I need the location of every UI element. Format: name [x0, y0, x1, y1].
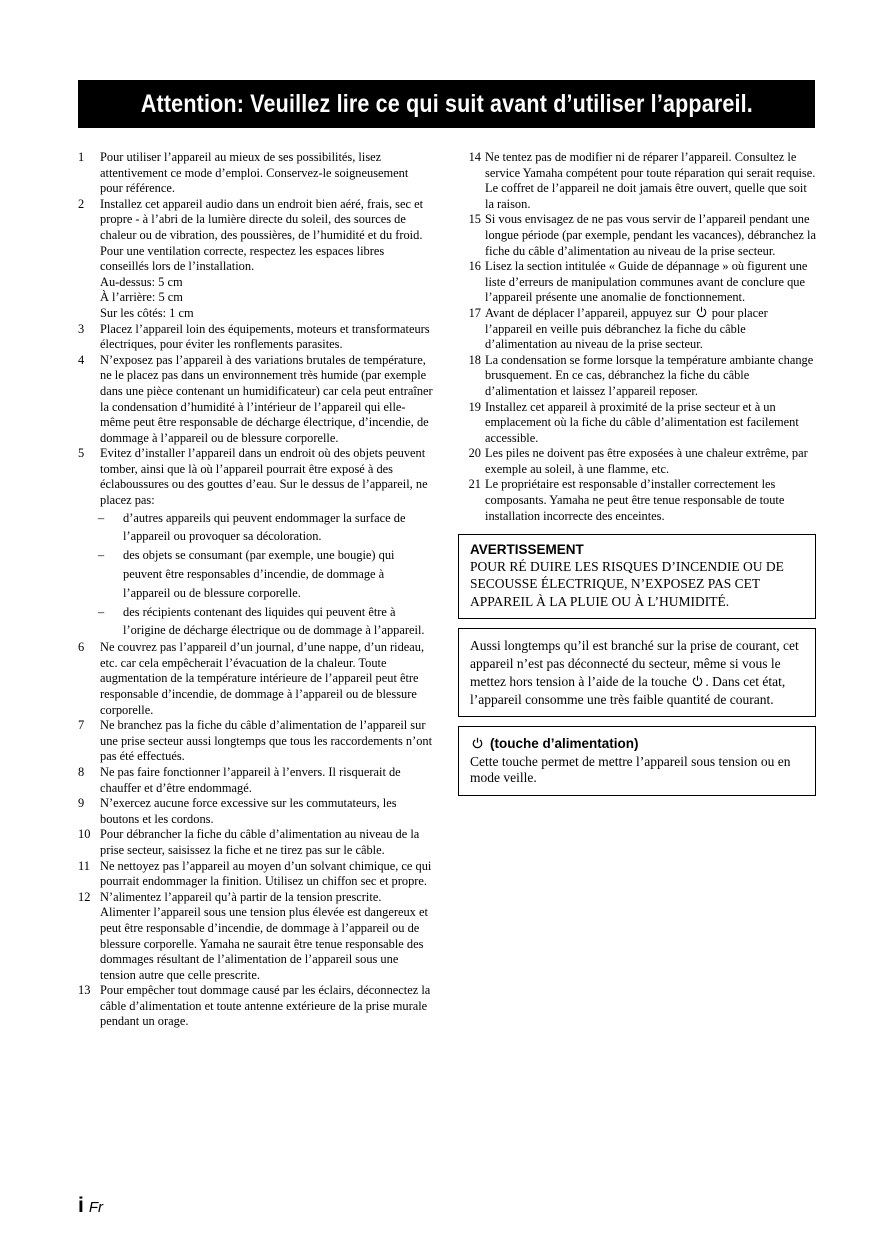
power-icon	[472, 737, 483, 749]
power-key-heading	[470, 735, 804, 752]
item-number: 7	[78, 718, 85, 733]
left-items-list	[78, 150, 434, 1030]
item-text	[100, 796, 434, 827]
power-key-body: Cette touche permet de mettre l’appareil sous tension ou en mode veille.	[470, 753, 791, 786]
item-text	[100, 322, 434, 353]
list-item	[78, 446, 434, 640]
item-number: 19	[468, 399, 481, 414]
list-item	[458, 259, 816, 306]
standby-note-text-after: . Dans cet état, l’appareil consomme une très faible quantité de courant.	[470, 673, 786, 707]
item-line: À l’arrière: 5 cm	[100, 290, 183, 305]
list-item	[78, 859, 434, 890]
list-item	[458, 212, 816, 259]
language-code: Fr	[88, 1199, 104, 1216]
list-item	[458, 150, 816, 212]
item-text	[100, 890, 434, 984]
sub-list-item	[98, 509, 434, 547]
item-line: Au-dessus: 5 cm	[100, 274, 183, 289]
item-text: La condensation se forme lorsque la température ambiante change brusquement. En ce cas, débranchez la fiche du câble d’alimentation et laissez l’appareil reposer.	[485, 352, 814, 398]
item-text	[100, 197, 434, 322]
standby-note-box	[458, 628, 816, 717]
list-item	[458, 353, 816, 400]
item-text: Les piles ne doivent pas être exposées à une chaleur extrême, par exemple au soleil, à une flamme, etc.	[485, 446, 808, 476]
sub-list-item	[98, 603, 434, 641]
page-number: i	[78, 1194, 84, 1217]
power-icon	[696, 306, 707, 318]
warning-box	[458, 534, 816, 619]
item-number: 2	[78, 196, 85, 211]
item-number: 8	[78, 764, 85, 779]
item-number: 10	[78, 827, 91, 842]
sub-list	[98, 509, 434, 641]
list-item	[458, 477, 816, 524]
item-text-after: pour placer l’appareil en veille puis débranchez la fiche du câble d’alimentation au niveau de la prise secteur.	[485, 305, 768, 352]
sub-item-text: d’autres appareils qui peuvent endommager la surface de l’appareil ou provoquer sa décoloration.	[123, 510, 406, 544]
power-icon	[692, 675, 703, 687]
warning-body: POUR RÉ DUIRE LES RISQUES D’INCENDIE OU DE SECOUSSE ÉLECTRIQUE, N’EXPOSEZ PAS CET APPAREIL À LA PLUIE OU À L’HUMIDITÉ.	[470, 559, 784, 609]
item-line: N’exposez pas l’appareil à des variations brutales de température, ne le placez pas dans un environnement très humide (par exemple dans une pièce contenant un humidificateur) car cela peut entraîner la condensation d’humidité à l’intérieur de l’appareil qui elle-même peut être responsable de décharge électrique, d’incendie, de dommage à l’appareil ou de blessure corporelle.	[100, 352, 433, 445]
item-text: Si vous envisagez de ne pas vous servir de l’appareil pendant une longue période (par exemple, pendant les vacances), débranchez la fiche du câble d’alimentation au niveau de la prise secteur.	[485, 212, 816, 258]
right-column	[458, 150, 816, 796]
item-text: Lisez la section intitulée « Guide de dépannage » où figurent une liste d’erreurs de manipulation communes avant de conclure que l’appareil présente une anomalie de fonctionnement.	[485, 259, 808, 305]
list-item	[78, 353, 434, 447]
item-text: Ne tentez pas de modifier ni de réparer l’appareil. Consultez le service Yamaha compétent pour toute réparation qui serait requise. Le coffret de l’appareil ne doit jamais être ouvert, quelle que soit la raison.	[485, 150, 816, 211]
warning-title: AVERTISSEMENT	[470, 542, 584, 558]
page-title: Attention: Veuillez lire ce qui suit avant d’utiliser l’appareil.	[140, 89, 753, 118]
item-text: Installez cet appareil à proximité de la prise secteur et à un emplacement où la fiche du câble d’alimentation est facilement accessible.	[485, 399, 799, 445]
item-number: 21	[468, 477, 481, 492]
list-item	[78, 796, 434, 827]
item-text	[100, 718, 434, 765]
item-number: 5	[78, 446, 85, 461]
dash-bullet: –	[98, 604, 105, 619]
item-line: Ne pas faire fonctionner l’appareil à l’envers. Il risquerait de chauffer et d’être endommagé.	[100, 764, 401, 795]
list-item	[458, 306, 816, 353]
item-line: Installez cet appareil audio dans un endroit bien aéré, frais, sec et propre - à l’abri de la lumière directe du soleil, des sources de chaleur ou de vibration, des poussières, de l’humidité et du froid. Pour une ventilation correcte, respectez les espaces libres conseillés lors de l’installation.	[100, 196, 424, 274]
item-line: Pour empêcher tout dommage causé par les éclairs, déconnectez la câble d’alimentation et toute antenne extérieure de la prise murale pendant un orage.	[100, 983, 431, 1029]
item-number: 3	[78, 321, 85, 336]
power-key-title: (touche d’alimentation)	[490, 735, 639, 751]
list-item	[78, 640, 434, 718]
item-number: 16	[468, 259, 481, 274]
list-item	[78, 150, 434, 197]
item-text	[100, 827, 434, 858]
list-item	[458, 400, 816, 447]
power-key-box	[458, 726, 816, 796]
item-line: Ne nettoyez pas l’appareil au moyen d’un solvant chimique, ce qui pourrait endommager la finition. Utilisez un chiffon sec et propre.	[100, 858, 432, 889]
item-text	[100, 640, 434, 718]
item-number: 6	[78, 640, 85, 655]
item-number: 15	[468, 212, 481, 227]
sub-list-item	[98, 546, 434, 602]
item-text	[485, 306, 816, 353]
list-item	[78, 322, 434, 353]
item-line: Evitez d’installer l’appareil dans un endroit où des objets peuvent tomber, ainsi que là où l’appareil pourrait être exposé à des éclaboussures ou des gouttes d’eau. Sur le dessus de l’appareil, ne placez pas:	[100, 446, 428, 508]
item-number: 13	[78, 983, 91, 998]
dash-bullet: –	[98, 510, 105, 525]
item-text	[100, 446, 434, 640]
list-item	[78, 983, 434, 1030]
sub-item-text: des objets se consumant (par exemple, une bougie) qui peuvent être responsables d’incendie, de dommage à l’appareil ou de blessure corporelle.	[123, 548, 395, 600]
item-number: 4	[78, 352, 85, 367]
sub-item-text: des récipients contenant des liquides qui peuvent être à l’origine de décharge électrique ou de dommage à l’appareil.	[123, 604, 425, 638]
list-item	[78, 197, 434, 322]
dash-bullet: –	[98, 548, 105, 563]
item-text	[100, 353, 434, 447]
page-footer	[78, 1194, 103, 1218]
item-line: Placez l’appareil loin des équipements, moteurs et transformateurs électriques, pour éviter les ronflements parasites.	[100, 321, 430, 352]
header-bar	[78, 80, 815, 128]
item-number: 1	[78, 150, 85, 164]
list-item	[78, 827, 434, 858]
item-line: Sur les côtés: 1 cm	[100, 305, 194, 320]
item-number: 9	[78, 796, 85, 811]
item-text	[100, 859, 434, 890]
list-item	[458, 446, 816, 477]
item-number: 18	[468, 352, 481, 367]
list-item	[78, 765, 434, 796]
right-items-list	[458, 150, 816, 524]
item-number: 12	[78, 889, 91, 904]
item-line: Pour débrancher la fiche du câble d’alimentation au niveau de la prise secteur, saisissez la fiche et ne tirez pas sur le câble.	[100, 827, 420, 857]
list-item	[78, 890, 434, 984]
standby-note-text-before: Aussi longtemps qu’il est branché sur la prise de courant, cet appareil n’est pas déconnecté du secteur, même si vous le mettez hors tension à l’aide de la touche	[470, 637, 799, 689]
item-line: Ne couvrez pas l’appareil d’un journal, d’une nappe, d’un rideau, etc. car cela empêcherait l’évacuation de la chaleur. Toute augmentation de la température intérieure de l’appareil peut être responsable d’incendie, de dommage à l’appareil ou de blessure corporelle.	[100, 640, 425, 717]
item-text-before: Avant de déplacer l’appareil, appuyez sur	[485, 305, 691, 320]
item-number: 20	[468, 446, 481, 461]
item-line: Pour utiliser l’appareil au mieux de ses possibilités, lisez attentivement ce mode d’emploi. Conservez-le soigneusement pour référence.	[100, 150, 409, 196]
item-text	[100, 983, 434, 1030]
item-number: 14	[468, 150, 481, 164]
item-text	[100, 150, 434, 197]
item-text: Le propriétaire est responsable d’installer correctement les composants. Yamaha ne peut être tenue responsable de toute installation incorrecte des enceintes.	[485, 477, 785, 523]
item-line: N’alimentez l’appareil qu’à partir de la tension prescrite. Alimenter l’appareil sous une tension plus élevée est dangereux et peut être responsable d’incendie, de dommage à l’appareil ou de blessure corporelle. Yamaha ne saurait être tenue responsable des dommages résultant de l’alimentation de l’appareil sous une tension autre que celle prescrite.	[100, 889, 428, 982]
item-line: Ne branchez pas la fiche du câble d’alimentation de l’appareil sur une prise secteur aussi longtemps que tous les raccordements n’ont pas été effectués.	[100, 718, 433, 764]
item-number: 11	[78, 858, 90, 873]
item-text	[100, 765, 434, 796]
item-line: N’exercez aucune force excessive sur les commutateurs, les boutons et les cordons.	[100, 796, 397, 826]
list-item	[78, 718, 434, 765]
left-column	[78, 150, 434, 1030]
item-number: 17	[468, 305, 481, 320]
